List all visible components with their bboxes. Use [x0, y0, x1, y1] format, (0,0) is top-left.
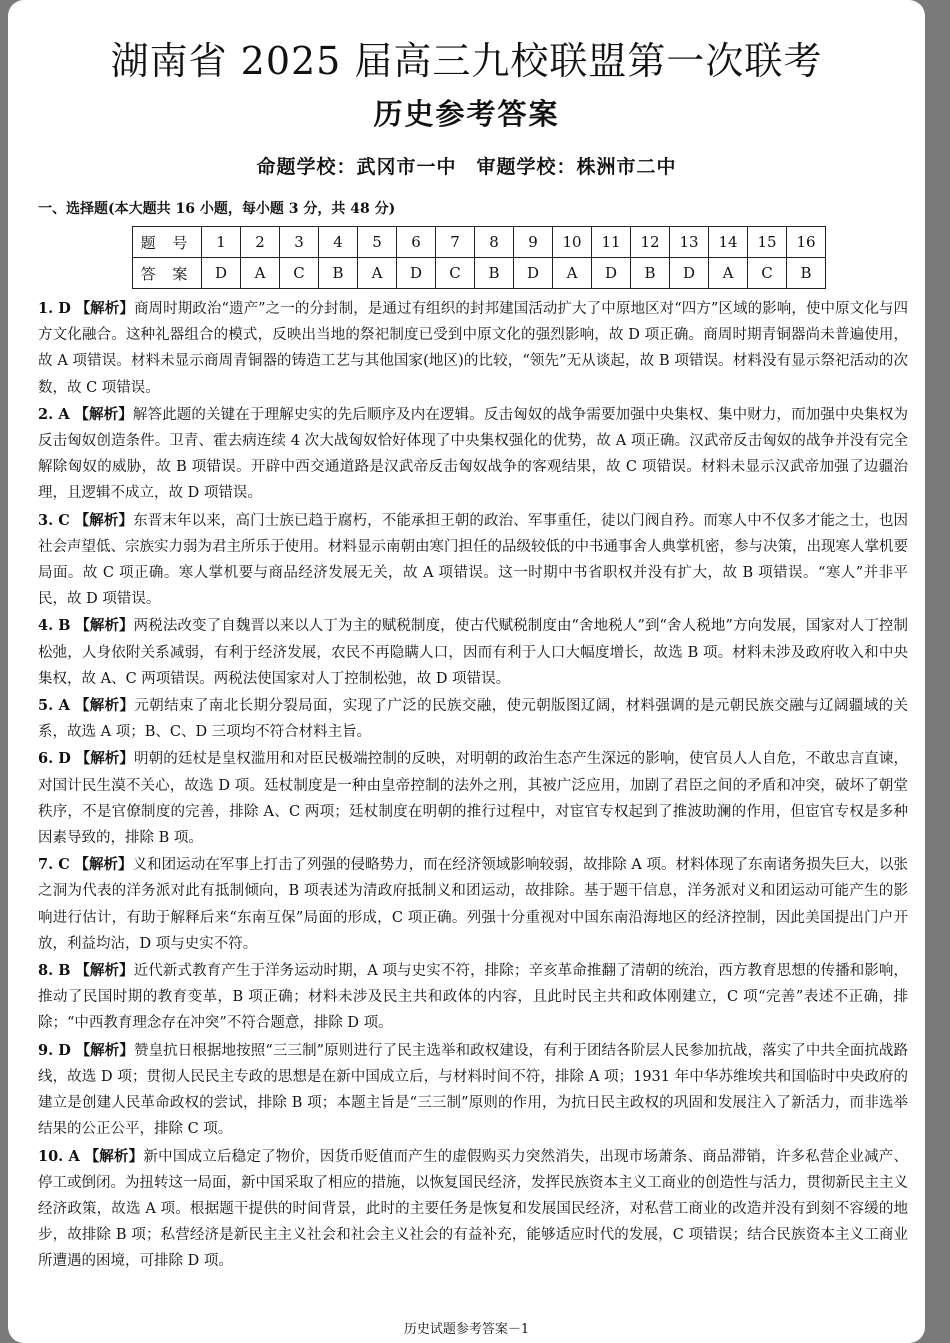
question-number-cell: 15 [748, 227, 787, 258]
item-answer-head: 6. D [38, 750, 71, 768]
item-answer-head: 2. A [38, 405, 70, 423]
question-number-cell: 13 [670, 227, 709, 258]
answer-cell: B [319, 258, 358, 289]
analysis-item [38, 958, 908, 1037]
answer-cell: D [670, 258, 709, 289]
analysis-item [38, 296, 908, 401]
question-number-cell: 12 [631, 227, 670, 258]
question-number-cell: 8 [475, 227, 514, 258]
row-label-number: 题 号 [133, 227, 202, 258]
analysis-label: 【解析】 [74, 856, 133, 874]
page-footer: 历史试题参考答案－1 [403, 1322, 530, 1337]
answer-cell: A [709, 258, 748, 289]
item-answer-head: 5. A [38, 697, 70, 715]
question-number-cell: 7 [436, 227, 475, 258]
item-answer-head: 7. C [38, 856, 70, 874]
analysis-label: 【解析】 [74, 697, 135, 715]
answer-cell: A [358, 258, 397, 289]
credits-line: 命题学校：武冈市一中 审题学校：株洲市二中 [256, 156, 677, 178]
question-number-cell: 5 [358, 227, 397, 258]
question-number-cell: 3 [280, 227, 319, 258]
item-answer-head: 8. B [38, 962, 71, 980]
answer-table [132, 226, 826, 289]
answer-cell: C [748, 258, 787, 289]
question-number-cell: 16 [787, 227, 826, 258]
item-answer-head: 3. C [38, 511, 70, 529]
item-answer-head: 4. B [38, 617, 71, 635]
question-number-cell: 14 [709, 227, 748, 258]
analysis-item [38, 852, 908, 957]
analysis-item [38, 693, 908, 745]
analysis-text: 义和团运动在军事上打击了列强的侵略势力，而在经济领域影响较弱，故排除 A 项。材料体现了东南诸务损失巨大，以张之洞为代表的洋务派对此有抵制倾向，B 项表述为清政府抵制义和团运动，故排除。基于题干信息，洋务派对义和团运动可能产生的影响进行估计，有助于解释后来“东南互保”局面的形成，C 项正确。列强十分重视对中国东南沿海地区的经济控制，因此美国提出门户开放，利益均沾，D 项与史实不符。 [38, 857, 909, 952]
answer-cell: A [553, 258, 592, 289]
answer-cell: D [397, 258, 436, 289]
answer-cell: B [631, 258, 670, 289]
analysis-list [38, 296, 908, 1276]
analysis-text: 商周时期政治“遗产”之一的分封制，是通过有组织的封邦建国活动扩大了中原地区对“四方”区域的影响，使中原文化与四方文化融合。这种礼器组合的模式，反映出当地的祭祀制度已受到中原文化的强烈影响，故 D 项正确。商周时期青铜器尚未普遍使用，故 A 项错误。材料未显示商周青铜器的铸造工艺与其他国家(地区)的比较，“领先”无从谈起，故 B 项错误。材料没有显示祭祀活动的次数，故 C 项错误。 [38, 301, 909, 396]
item-answer-head: 10. A [38, 1147, 80, 1165]
analysis-text: 东晋末年以来，高门士族已趋于腐朽，不能承担王朝的政治、军事重任，徒以门阀自矜。而寒人中不仅多才能之士，也因社会声望低、宗族实力弱为君主所乐于使用。材料显示南朝由寒门担任的品级较低的中书通事舍人典掌机密，参与决策，出现寒人掌机要局面。故 C 项正确。寒人掌机要与商品经济发展无关，故 A 项错误。这一时期中书省职权并没有扩大，故 B 项错误。“寒人”并非平民，故 D 项错误。 [38, 512, 909, 608]
analysis-text: 新中国成立后稳定了物价，因货币贬值而产生的虚假购买力突然消失，出现市场萧条、商品滞销，许多私营企业减产、停工或倒闭。为扭转这一局面，新中国采取了相应的措施，以恢复国民经济，发挥民族资本主义工商业的创造性与活力，贯彻新民主主义经济政策，故选 A 项。根据题干提供的时间背景，此时的主要任务是恢复和发展国民经济，对私营工商业的改造并没有到刻不容缓的地步，故排除 B 项；私营经济是新民主主义社会和社会主义社会的有益补充，能够适应时代的发展，C 项错误；结合民族资本主义工商业所遭遇的困境，可排除 D 项。 [38, 1148, 909, 1270]
answer-cell: D [592, 258, 631, 289]
analysis-text: 明朝的廷杖是皇权滥用和对臣民极端控制的反映，对明朝的政治生态产生深远的影响，使官员人人自危，不敢忠言直谏，对国计民生漠不关心，故选 D 项。廷杖制度是一种由皇帝控制的法外之刑，其被广泛应用，加剧了君臣之间的矛盾和冲突，破坏了朝堂秩序，不是官僚制度的完善，排除 A、C 两项；廷杖制度在明朝的推行过程中，对宦官专权起到了推波助澜的作用，但宦官专权是多种因素导致的，排除 B 项。 [38, 751, 909, 847]
analysis-item [38, 746, 908, 851]
answer-cell: D [514, 258, 553, 289]
analysis-label: 【解析】 [75, 300, 134, 317]
item-answer-head: 9. D [38, 1041, 71, 1059]
analysis-text: 两税法改变了自魏晋以来以人丁为主的赋税制度，使古代赋税制度由“舍地税人”到“舍人税地”方向发展，国家对人丁控制松弛，人身依附关系减弱，有利于经济发展，农民不再隐瞒人口，因而有利于人口大幅度增长，故选 B 项。材料未涉及政府收入和中央集权，故 A、C 两项错误。两税法使国家对人丁控制松弛，故 D 项错误。 [38, 618, 909, 687]
answer-cell: C [436, 258, 475, 289]
question-number-cell: 1 [202, 227, 241, 258]
question-number-cell: 11 [592, 227, 631, 258]
analysis-label: 【解析】 [75, 617, 134, 635]
question-number-cell: 6 [397, 227, 436, 258]
analysis-item [38, 613, 908, 692]
answer-cell: B [475, 258, 514, 289]
analysis-text: 近代新式教育产生于洋务运动时期，A 项与史实不符，排除；辛亥革命推翻了清朝的统治，西方教育思想的传播和影响，推动了民国时期的教育变革，B 项正确；材料未涉及民主共和政体的内容，且此时民主共和政体刚建立，C 项“完善”表述不正确，排除；“中西教育理念存在冲突”不符合题意，排除 D 项。 [38, 963, 909, 1032]
row-label-answer: 答 案 [133, 258, 202, 289]
analysis-label: 【解析】 [75, 1041, 134, 1059]
analysis-text: 赞皇抗日根据地按照“三三制”原则进行了民主选举和政权建设，有利于团结各阶层人民参加抗战，落实了中共全面抗战路线，故选 D 项；贯彻人民民主专政的思想是在新中国成立后，与材料时间不符，排除 A 项；1931 年中华苏维埃共和国临时中央政府的建立是创建人民革命政权的尝试，排除 B 项；本题主旨是“三三制”原则的作用，为抗日民主政权的巩固和发展注入了新活力，而非选举结果的公正公平，排除 C 项。 [38, 1042, 909, 1138]
analysis-label: 【解析】 [75, 962, 134, 980]
analysis-item [38, 1038, 908, 1143]
answer-cell: B [787, 258, 826, 289]
page-title: 湖南省 2025 届高三九校联盟第一次联考 [110, 39, 823, 83]
question-number-cell: 2 [241, 227, 280, 258]
answer-cell: A [241, 258, 280, 289]
answer-cell: D [202, 258, 241, 289]
question-number-cell: 4 [319, 227, 358, 258]
analysis-label: 【解析】 [74, 511, 134, 529]
analysis-label: 【解析】 [74, 405, 133, 423]
analysis-text: 元朝结束了南北长期分裂局面，实现了广泛的民族交融，使元朝版图辽阔，材料强调的是元朝民族交融与辽阔疆域的关系，故选 A 项；B、C、D 三项均不符合材料主旨。 [38, 698, 909, 741]
analysis-item [38, 508, 908, 613]
analysis-label: 【解析】 [75, 750, 135, 768]
section-heading: 一、选择题(本大题共 16 小题，每小题 3 分，共 48 分) [38, 201, 396, 217]
analysis-label: 【解析】 [84, 1147, 144, 1165]
page-subtitle: 历史参考答案 [373, 97, 560, 131]
answer-cell: C [280, 258, 319, 289]
analysis-item [38, 402, 908, 507]
analysis-text: 解答此题的关键在于理解史实的先后顺序及内在逻辑。反击匈奴的战争需要加强中央集权、集中财力，而加强中央集权为反击匈奴创造条件。卫青、霍去病连续 4 次大战匈奴恰好体现了中央集权强化的优势，故 A 项正确。汉武帝反击匈奴的战争并没有完全解除匈奴的威胁，故 B 项错误。开辟中西交通道路是汉武帝反击匈奴战争的客观结果，故 C 项错误。材料未显示汉武帝加强了边疆治理，且逻辑不成立，故 D 项错误。 [38, 406, 909, 502]
item-answer-head: 1. D [38, 300, 71, 317]
question-number-cell: 10 [553, 227, 592, 258]
analysis-item [38, 1144, 908, 1275]
answer-sheet-page [8, 0, 925, 1343]
question-number-cell: 9 [514, 227, 553, 258]
